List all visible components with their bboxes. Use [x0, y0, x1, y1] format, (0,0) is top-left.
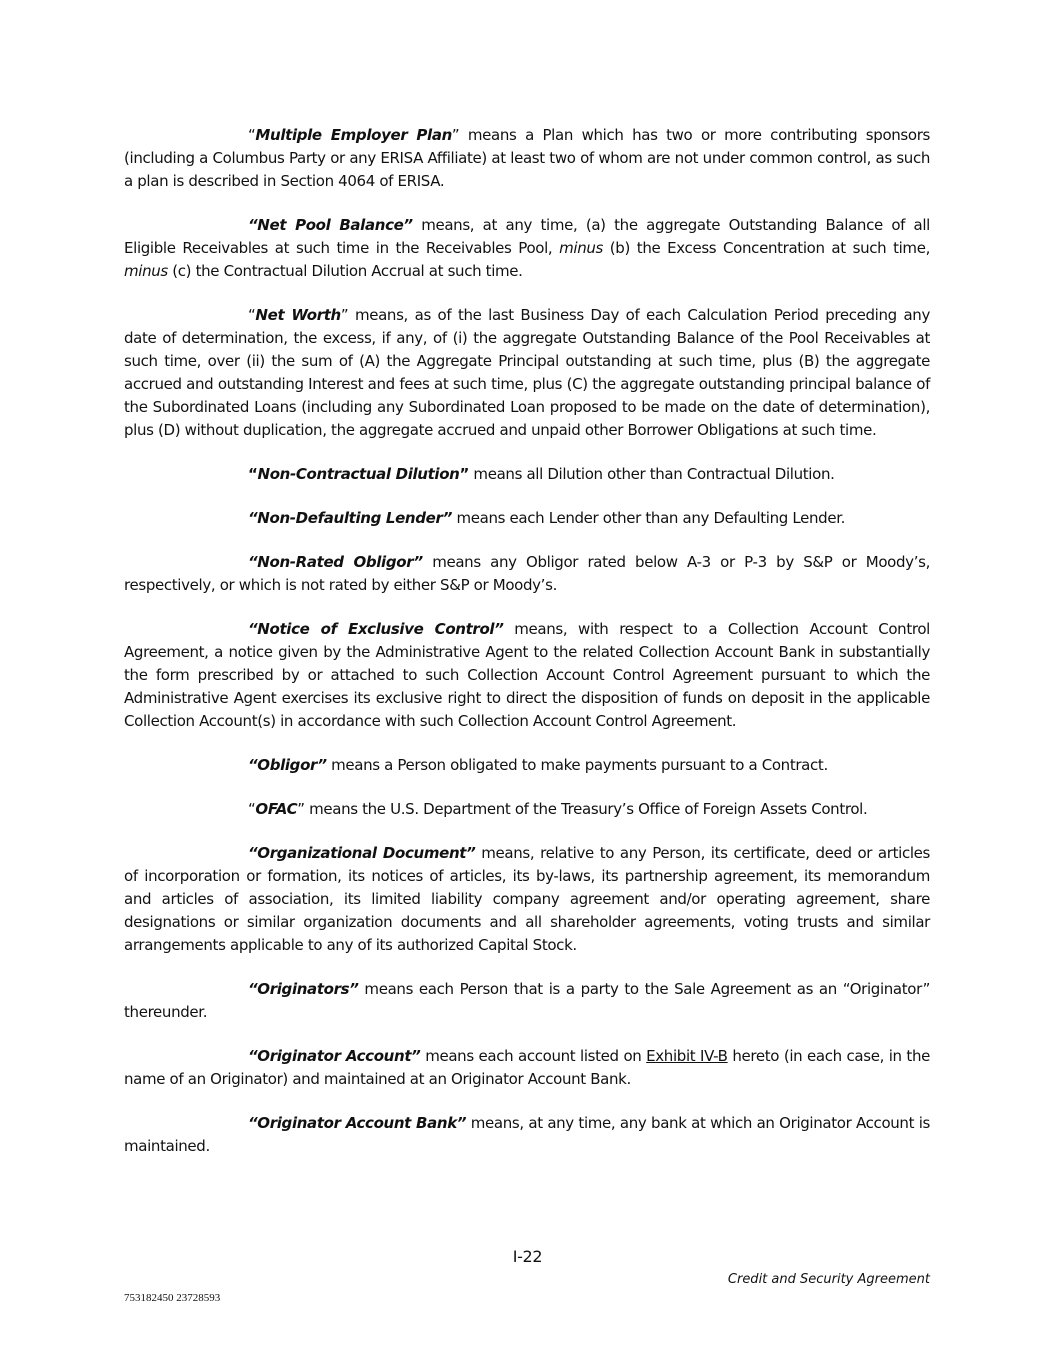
definition-text: means all Dilution other than Contractual Dilution.: [469, 465, 835, 483]
definition-text: means the U.S. Department of the Treasury’s Office of Foreign Assets Control.: [304, 800, 868, 818]
definition-non-rated-obligor: [124, 551, 930, 597]
definition-text: means any Obligor rated below A-3 or P-3 by S&P or Moody’s, respectively, or which is not rated by either S&P or Moody’s.: [124, 553, 930, 594]
definition-ofac: “OFAC” means the U.S. Department of the Treasury’s Office of Foreign Assets Control.: [248, 800, 868, 818]
definition-net-pool-balance: “Net Pool Balance” means, at any time, (a) the aggregate Outstanding Balance of all Eligible Receivables at such time in the Receivables Pool, minus (b) the Excess Concentration at such time, minus (c) the Contractual Dilution Accrual at such time.: [124, 216, 931, 280]
defined-term: “Net Pool Balance”: [248, 216, 413, 234]
exhibit-reference-link[interactable]: Exhibit IV-B: [646, 1047, 728, 1065]
definition-text: means, with respect to a Collection Account Control Agreement, a notice given by the Administrative Agent to the related Collection Account Bank in substantially the form prescribed by or attached to such Collection Account Control Agreement pursuant to which the Administrative Agent exercises its exclusive right to direct the disposition of funds on deposit in the applicable Collection Account(s) in accordance with such Collection Account Control Agreement.: [124, 620, 930, 730]
defined-term: “Non-Defaulting Lender”: [248, 509, 453, 527]
definitions-list: [124, 124, 930, 1179]
definition-originators: [124, 978, 930, 1024]
definition-text: means a Person obligated to make payments pursuant to a Contract.: [326, 756, 828, 774]
definition-net-worth: “Net Worth” means, as of the last Business Day of each Calculation Period preceding any date of determination, the excess, if any, of (i) the aggregate Outstanding Balance of the Pool Receivables at such time, over (ii) the sum of (A) the Aggregate Principal outstanding at such time, plus (B) the aggregate accrued and outstanding Interest and fees at such time, plus (C) the aggregate outstanding principal balance of the Subordinated Loans (including any Subordinated Loan proposed to be made on the date of determination), plus (D) without duplication, the aggregate accrued and unpaid other Borrower Obligations at such time.: [124, 306, 930, 439]
definition-organizational-document: [124, 842, 930, 957]
defined-term: “Non-Rated Obligor”: [248, 553, 423, 571]
defined-term: OFAC: [255, 800, 298, 818]
definition-notice-of-exclusive-control: [124, 618, 930, 733]
defined-term: Net Worth: [255, 306, 341, 324]
definition-text: means a Plan which has two or more contributing sponsors (including a Columbus Party or any ERISA Affiliate) at least two of whom are not under common control, as such a plan is described in Section 4064 of ERISA.: [124, 126, 930, 190]
defined-term: Multiple Employer Plan: [255, 126, 452, 144]
definition-text: means, at any time, any bank at which an Originator Account is maintained.: [124, 1114, 930, 1155]
defined-term: “Notice of Exclusive Control”: [248, 620, 504, 638]
definition-text: means, relative to any Person, its certificate, deed or articles of incorporation or formation, its notices of articles, its by-laws, its partnership agreement, its memorandum and articles of association, its limited liability company agreement and/or operating agreement, share designations or similar organization documents and all shareholder agreements, voting trusts and similar arrangements applicable to any of its authorized Capital Stock.: [124, 844, 930, 954]
defined-term: “Originator Account Bank”: [248, 1114, 467, 1132]
definition-non-contractual-dilution: “Non-Contractual Dilution” means all Dilution other than Contractual Dilution.: [248, 465, 835, 483]
definition-multiple-employer-plan: “Multiple Employer Plan” means a Plan which has two or more contributing sponsors (including a Columbus Party or any ERISA Affiliate) at least two of whom are not under common control, as such a plan is described in Section 4064 of ERISA.: [124, 126, 930, 190]
defined-term: “Originators”: [248, 980, 359, 998]
page-number: I-22: [512, 1247, 543, 1266]
defined-term: Non-Contractual Dilution: [257, 465, 460, 483]
definition-text: means each Person that is a party to the Sale Agreement as an “Originator” thereunder.: [124, 980, 930, 1021]
footer-document-title: Credit and Security Agreement: [727, 1272, 930, 1287]
defined-term: “Organizational Document”: [248, 844, 476, 862]
document-id: 753182450 23728593: [124, 1292, 221, 1304]
definition-non-defaulting-lender: [124, 507, 930, 530]
defined-term: “Originator Account”: [248, 1047, 421, 1065]
definition-text: means, as of the last Business Day of each Calculation Period preceding any date of determination, the excess, if any, of (i) the aggregate Outstanding Balance of the Pool Receivables at such time, over (ii) the sum of (A) the Aggregate Principal outstanding at such time, plus (B) the aggregate accrued and outstanding Interest and fees at such time, plus (C) the aggregate outstanding principal balance of the Subordinated Loans (including any Subordinated Loan proposed to be made on the date of determination), plus (D) without duplication, the aggregate accrued and unpaid other Borrower Obligations at such time.: [124, 306, 930, 439]
defined-term: “Obligor”: [248, 756, 327, 774]
definition-originator-account-bank: [124, 1112, 930, 1158]
definition-originator-account: “Originator Account” means each account listed on Exhibit IV-B hereto (in each case, in the name of an Originator) and maintained at an Originator Account Bank.: [124, 1047, 930, 1088]
definition-text: means each Lender other than any Defaulting Lender.: [452, 509, 846, 527]
definition-obligor: [124, 754, 930, 777]
